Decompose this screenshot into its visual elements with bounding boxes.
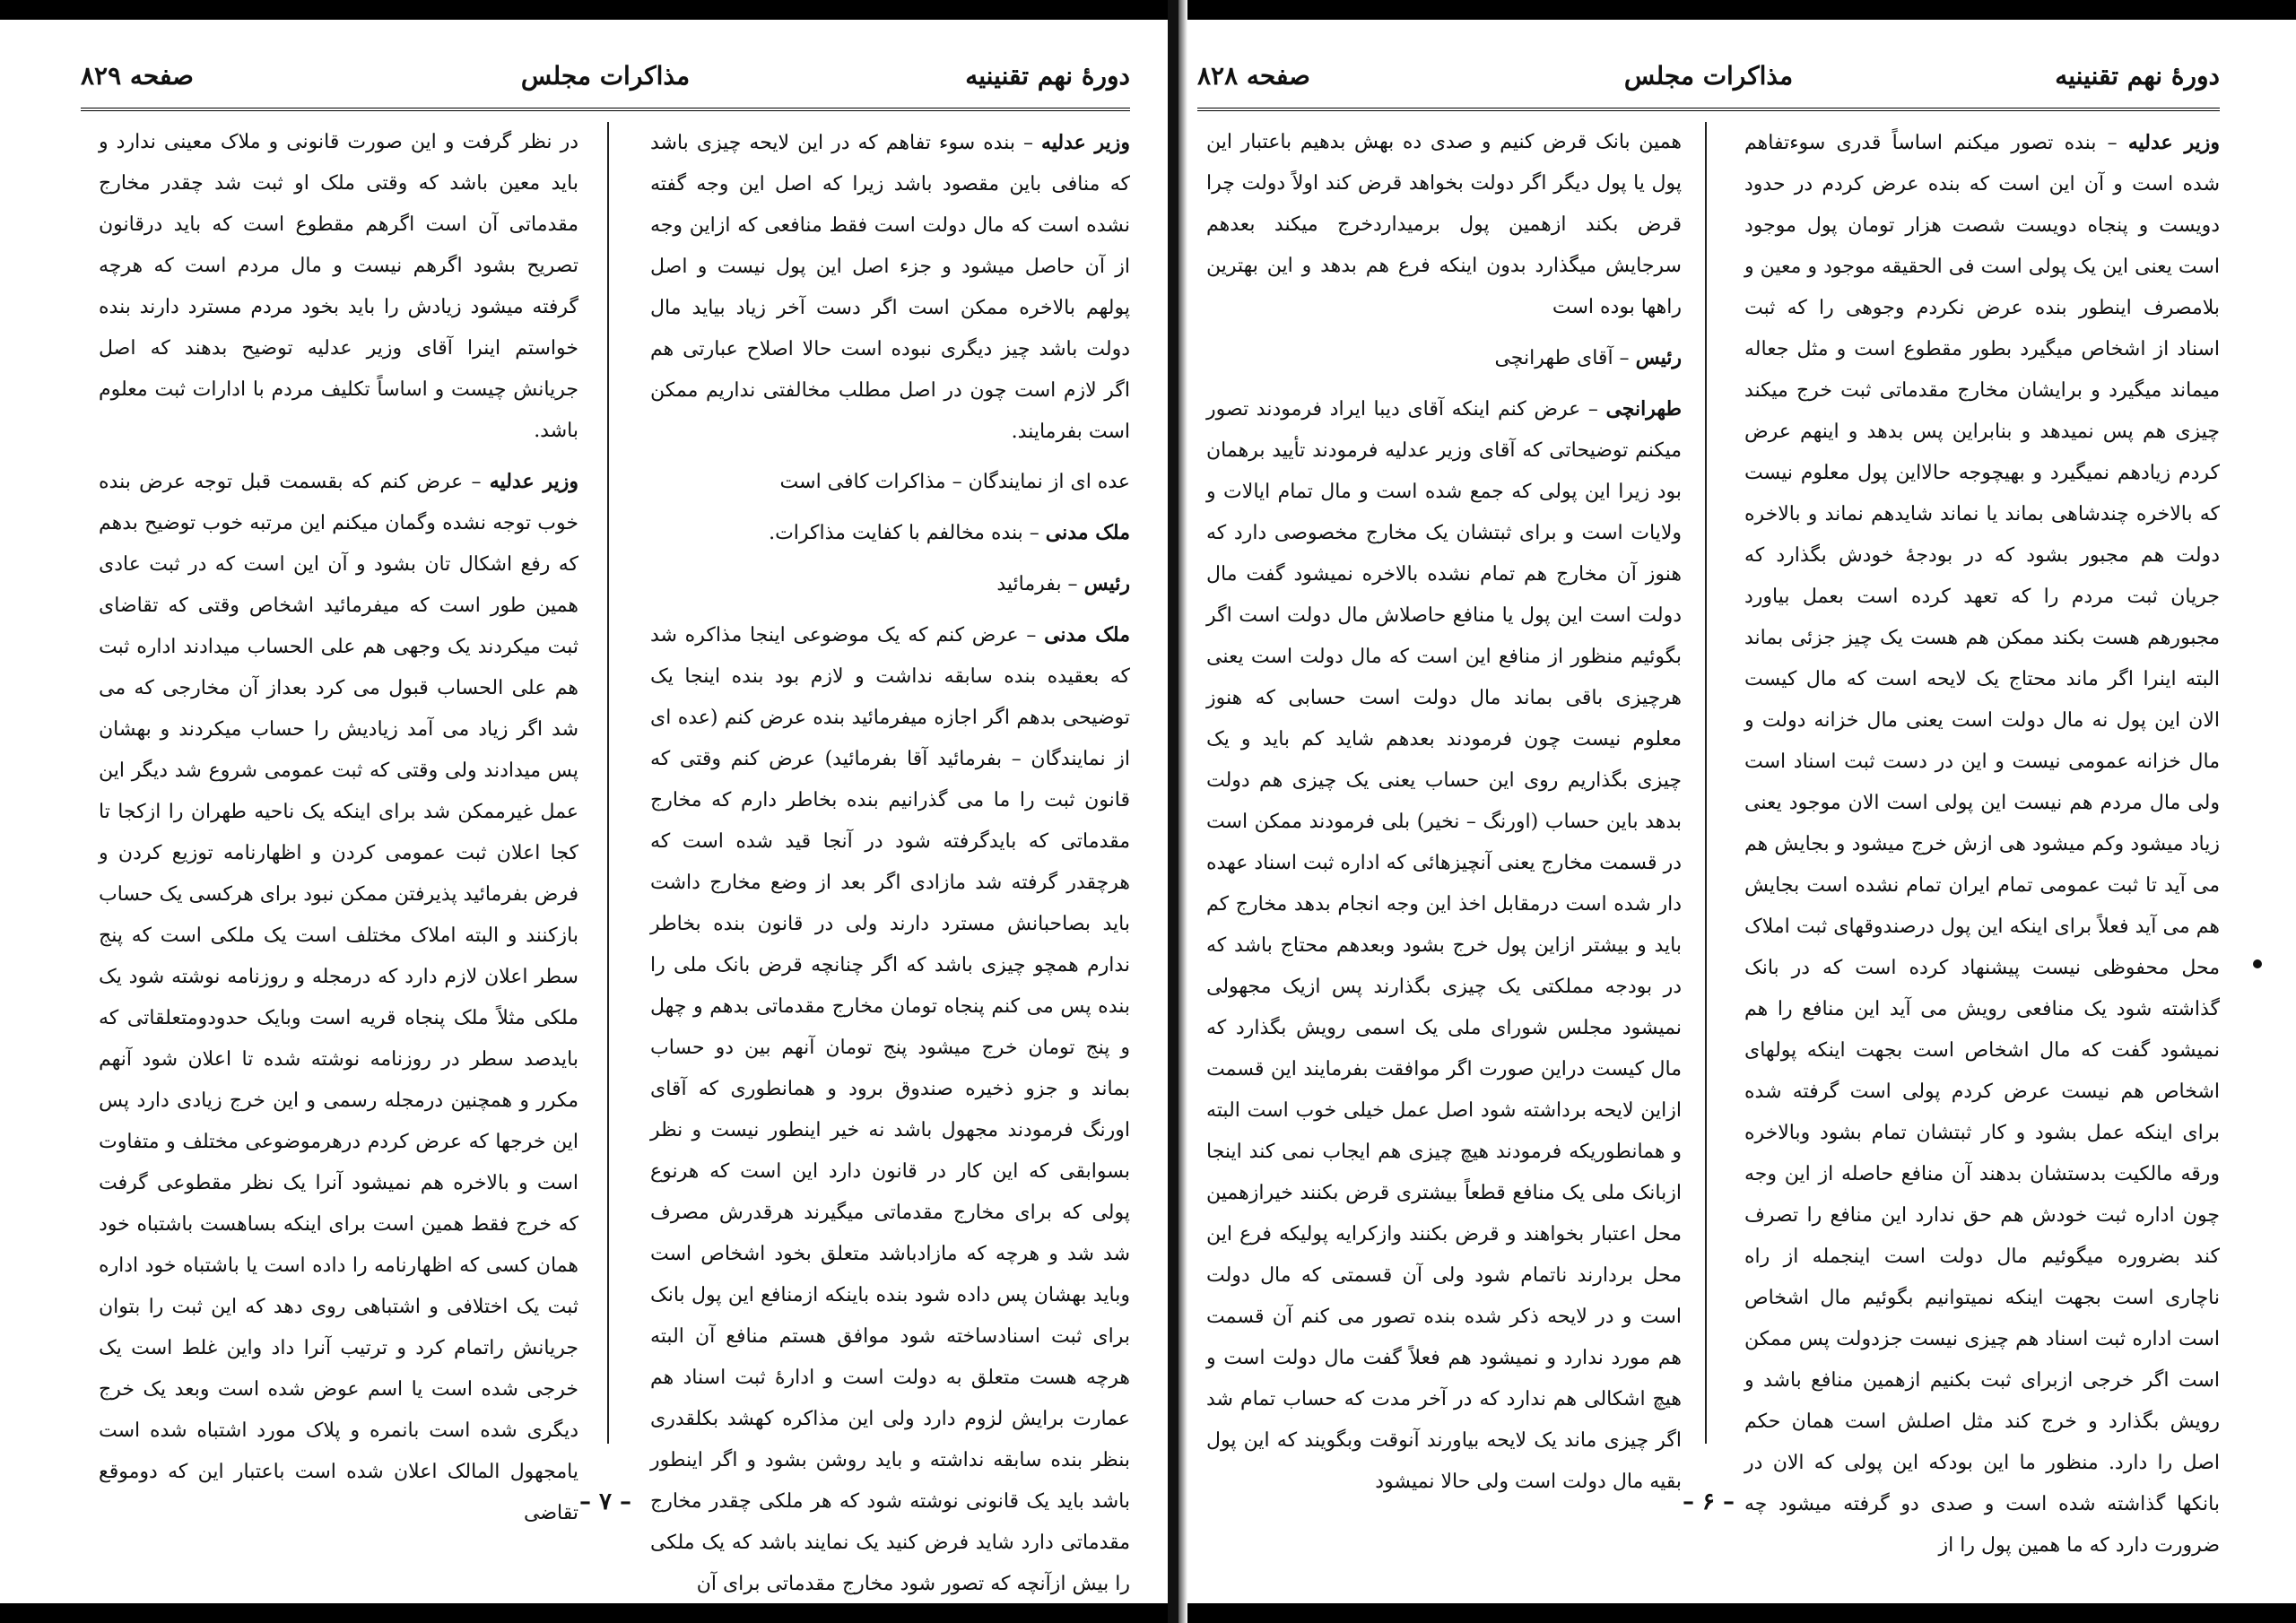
speaker-name: رئیس — [1635, 346, 1682, 369]
paragraph-text: عده ای از نمایندگان – مذاکرات کافی است — [779, 471, 1130, 493]
column-divider — [1705, 122, 1707, 1444]
scan-bottom-border — [0, 1603, 2296, 1623]
text-column-left — [99, 122, 579, 1524]
paragraph-text: بنده تصور میکنم اساساً قدری سوءتفاهم شده است و آن این است که بنده عرض کردم در حدود دویست و پنجاه دویست شصت هزار تومان پول موجود است یعنی این یک پولی است فی الحقیقه موجود و معین و بلامصرف اینطور بنده عرض نکردم وجوهی را که ثبت اسناد از اشخاص میگیرد بطور مقطوع است و مثل جعاله میماند میگیرد و برایشان مخارج مقدماتی ثبت خرج میکند چیزی هم پس نمیدهد و بنابراین پس بدهد و اینهم عرض کردم زیادهم نمیگیرد و بهیچوجه حالااین پول معلوم نیست که بالاخره چندشاهی بماند یا نماند شایدهم نماند و بالاخره دولت هم مجبور بشود که در بودجهٔ خودش بگذارد که جریان ثبت مردم را که تعهد کرده است بعمل بیاورد مجبورهم هست بکند ممکن هم هست یک چیز جزئی بماند البته اینرا اگر ماند محتاج یک لایحه است که مال کیست الان این پول نه مال دولت است یعنی مال خزانه دولت و مال خزانه عمومی نیست و این در دست ثبت اسناد است ولی مال مردم هم نیست این پولی است الان موجود یعنی زیاد میشود وکم میشود هی ازش خرج میشود و بجایش هم می آید تا ثبت عمومی تمام ایران تمام نشده است بجایش هم می آید فعلاً برای اینکه این پول درصندوقهای ثبت املاک محل محفوظی نیست پیشنهاد کرده است که در بانک گذاشته شود یک منافعی رویش می آید این منافع را هم نمیشود گفت که مال اشخاص است بجهت اینکه پولهای اشخاص هم نیست عرض کردم پولی است گرفته شده برای اینکه عمل بشود و کار ثبتشان تمام بشود وبالاخره ورقه مالکیت بدستشان بدهند آن منافع حاصله از این وجه چون اداره ثبت خودش هم حق ندارد این منافع را تصرف کند بضروره میگوئیم مال دولت است اینجمله از راه ناچاری است بجهت اینکه نمیتوانیم بگوئیم مال اشخاص است اداره ثبت اسناد هم چیزی نیست جزدولت پس ممکن است اگر خرجی ازبرای ثبت بکنیم ازهمین منافع باشد و رویش بگذارد و خرج کند مثل اصلش است همان حکم اصل را دارد. منظور ما این بودکه این پولی که الان در بانکها گذاشته شده است و صدی دو گرفته میشود چه ضرورت دارد که ما همین پول را از — [1744, 132, 2220, 1557]
paragraph-text: عرض کنم اینکه آقای دیبا ایراد فرمودند تصور میکنم توضیحاتی که آقای وزیر عدلیه فرمودند تأیید برهمان بود زیرا این پولی که جمع شده است و مال تمام ایالات و ولایات است و برای ثبتشان یک مخارج مخصوصی دارد که هنوز آن مخارج هم تمام نشده بالاخره نمیشود گفت مال دولت است این پول یا منافع حاصلاش مال دولت است اگر بگوئیم منظور از منافع این است که مال دولت است یعنی هرچیزی باقی بماند مال دولت است حسابی که هنوز معلوم نیست چون فرمودند بعدهم شاید کم باید و یک چیزی بگذاریم روی این حساب یعنی یک چیزی هم دولت بدهد باین حساب (اورنگ – نخیر) بلی فرمودند ممکن است در قسمت مخارج یعنی آنچیزهائی که اداره ثبت اسناد عهده دار شده است درمقابل اخذ این وجه انجام بدهد مخارج کم باید و بیشتر ازاین پول خرج بشود وبعدهم محتاج باشد که در بودجه مملکتی یک چیزی بگذارند پس ازیک مجهولی نمیشود مجلس شورای ملی یک اسمی رویش بگذارد که مال کیست دراین صورت اگر موافقت بفرمایند این قسمت ازاین لایحه برداشته شود اصل عمل خیلی خوب است البته و همانطوریکه فرمودند هیچ چیزی هم ایجاب نمی کند اینجا ازبانک ملی یک منافع قطعاً بیشتری قرض بکنند خیرازهمین محل اعتبار بخواهند و قرض بکنند وازکرایه پولیکه فرع این محل بردارند ناتمام شود ولی آن قسمتی که مال دولت است و در لایحه ذکر شده بنده تصور می کنم آن قسمت هم مورد ندارد و نمیشود هم فعلاً گفت مال دولت است و هیچ اشکالی هم ندارد که در آخر مدت که حساب تمام شد اگر چیزی ماند یک لایحه بیاورند آنوقت وبگویند که این پول بقیه مال دولت است ولی حالا نمیشود — [1206, 398, 1683, 1493]
speaker-name: ملک مدنی — [1045, 521, 1130, 544]
text-column-right — [1744, 122, 2220, 1557]
speech-paragraph — [650, 614, 1130, 1605]
paragraph-text: همین بانک قرض کنیم و صدی ده بهش بدهیم باعتبار این پول یا پول دیگر اگر دولت بخواهد قرض کند اولاً دولت چرا قرض بکند ازهمین پول برمیداردخرج میکند بعدهم سرجایش میگذارد بدون اینکه فرع هم بدهد و این بهترین راهها بوده است — [1206, 131, 1682, 318]
paragraph-text: بفرمائید — [996, 573, 1062, 595]
gutter-shadow — [1178, 0, 1187, 1623]
speech-paragraph — [1206, 337, 1682, 379]
speaker-name: وزیر عدلیه — [1040, 131, 1130, 154]
header-page-label: صفحه ۸۲۹ — [81, 61, 194, 91]
speech-paragraph — [650, 512, 1130, 554]
left-page — [81, 36, 1130, 1595]
header-session: دورهٔ نهم تقنینیه — [965, 61, 1130, 91]
speaker-separator: – — [1613, 347, 1636, 369]
paragraph-text: در نظر گرفت و این صورت قانونی و ملاک معینی ندارد و باید معین باشد که وقتی ملک او ثبت شد چقدر مخارج مقدماتی آن است اگرهم مقطوع است که باید درقانون تصریح بشود اگرهم نیست و مال مردم است که هرچه گرفته میشود زیادش را باید بخود مردم مسترد دارند بنده خواستم اینرا آقای وزیر عدلیه توضیح بدهند که اصل جریانش چیست و اساساً تکلیف مردم با ادارات ثبت معلوم باشد. — [99, 131, 578, 442]
running-header — [1197, 54, 2220, 111]
speaker-separator: – — [1014, 132, 1041, 154]
page-number: – ۶ – — [1682, 1488, 1735, 1515]
speaker-separator: – — [463, 471, 490, 493]
page-number: – ۷ – — [578, 1488, 632, 1515]
paragraph — [650, 462, 1130, 503]
text-column-left — [1206, 122, 1683, 1493]
speaker-name: وزیر عدلیه — [489, 470, 579, 493]
speaker-separator: – — [1580, 398, 1606, 421]
header-page-label: صفحه ۸۲۸ — [1197, 61, 1310, 91]
paragraph-text: عرض کنم که بقسمت قبل توجه عرض بنده خوب توجه نشده وگمان میکنم این مرتبه خوب توضیح بدهم که رفع اشکال تان بشود و آن این است که در ثبت عادی همین طور است که میفرمائید اشخاص وقتی که تقاضای ثبت میکردند یک وجهی هم علی الحساب میدادند اداره ثبت هم علی الحساب قبول می کرد بعداز آن مخارجی که می شد اگر زیاد می آمد زیادیش را حساب میکردند و بهشان پس میدادند ولی وقتی که ثبت عمومی شروع شد دیگر این عمل غیرممکن شد برای اینکه یک ناحیه طهران را ازکجا تا کجا اعلان ثبت عمومی کردن و اظهارنامه توزیع کردن و فرض بفرمائید پذیرفتن ممکن نبود برای هرکسی یک حساب بازکنند و البته املاک مختلف است یک ملکی است که پنج سطر اعلان لازم دارد که درمجله و روزنامه نوشته شود یک ملکی مثلاً ملک پنجاه قریه است وبایک حدودومتعلقاتی که بایدصد سطر در روزنامه نوشته شده تا اعلان شود آنهم مکرر و همچنین درمجله رسمی و این خرج زیادی دارد پس این خرجها که عرض کردم درهرموضوعی مختلف و متفاوت است و بالاخره هم نمیشود آنرا یک نظر مقطوعی گرفت که خرج فقط همین است برای اینکه بساهست باشتباه خود همان کسی که اظهارنامه را داده است یا باشتباه خود اداره ثبت یک اختلافی و اشتباهی روی دهد که این ثبت را بتوان جریانش راتمام کرد و ترتیب آنرا داد واین غلط است یک خرجی شده است یا اسم عوض شده است وبعد یک خرج دیگری شده است بانمره و پلاک مورد اشتباه شده است یامجهول المالک اعلان شده است باعتبار این که دوموقع تقاضی — [99, 471, 578, 1524]
speaker-separator: – — [1018, 624, 1045, 647]
right-page — [1197, 36, 2220, 1578]
speaker-separator: – — [1061, 573, 1084, 595]
speech-paragraph — [650, 563, 1130, 605]
paragraph-text: بنده مخالفم با کفایت مذاکرات. — [769, 522, 1023, 544]
speech-paragraph — [1206, 388, 1682, 1503]
header-title: مذاکرات مجلس — [1623, 61, 1794, 91]
column-divider — [607, 122, 609, 1444]
scan-top-border — [0, 0, 2296, 20]
paragraph — [1206, 122, 1682, 328]
paragraph — [99, 122, 578, 452]
paragraph-text: بنده سوء تفاهم که در این لایحه چیزی باشد که منافی باین مقصود باشد زیرا که اصل این وجه گفته نشده است که مال دولت است فقط منافعی که ازاین وجه از آن حاصل میشود و جزء اصل این پول نیست و اصل پولهم بالاخره ممکن است اگر دست آخر زیاد بیاید مال دولت باشد چیز دیگری نبوده است حالا اصلاح عبارتی هم اگر لازم است چون در اصل مطلب مخالفتی نداریم ممکن است بفرمایند. — [650, 132, 1130, 443]
header-title: مذاکرات مجلس — [520, 61, 691, 91]
scan-speck — [2253, 959, 2262, 968]
speaker-separator: – — [1022, 522, 1046, 544]
running-header — [81, 54, 1130, 111]
header-session: دورهٔ نهم تقنینیه — [2055, 61, 2220, 91]
speaker-name: طهرانچی — [1605, 397, 1682, 421]
paragraph-text: آقای طهرانچی — [1494, 347, 1613, 369]
paragraph-text: عرض کنم که یک موضوعی اینجا مذاکره شد که بعقیده بنده سابقه نداشت و لازم بود بنده اینجا یک توضیحی بدهم اگر اجازه میفرمائید بنده عرض کنم (عده ای از نمایندگان – بفرمائید آقا بفرمائید) عرض کنم وقتی که قانون ثبت را ما می گذرانیم بنده بخاطر دارم که مخارج مقدماتی که بایدگرفته شود در آنجا قید شده است که هرچقدر گرفته شد مازادی اگر بعد از وضع مخارج داشت باید بصاحبانش مسترد دارند ولی در قانون بنده بخاطر ندارم همچو چیزی باشد که اگر چنانچه قرض بانک ملی را بنده پس می کنم پنجاه تومان مخارج مقدماتی بدهم و چهل و پنج تومان خرج میشود پنج تومان آنهم بین دو حساب بماند و جزو ذخیره صندوق برود و همانطوری که آقای اورنگ فرمودند مجهول باشد نه خیر اینطور نیست و نظر بسوابقی که این کار در قانون دارد این است که هرنوع پولی که برای مخارج مقدماتی میگیرند هرقدرش مصرف شد شد و هرچه که مازادباشد متعلق بخود اشخاص است وباید بهشان پس داده شود بنده باینکه ازمنافع این پول بانک برای ثبت اسنادساخته شود موافق هستم منافع آن البته هرچه هست متعلق به دولت است و ادارهٔ ثبت اسناد هم عمارت برایش لزوم دارد ولی این مذاکره کهشد بکلقدری بنظر بنده سابقه نداشته و باید روشن بشود و اگر اینطور باشد باید یک قانونی نوشته شود که هر ملکی چقدر مخارج مقدماتی دارد شاید فرض کنید یک نمایند باشد که یک ملکی را بیش ازآنچه که تصور شود مخارج مقدماتی برای آن — [650, 624, 1130, 1595]
speaker-name: ملک مدنی — [1044, 623, 1130, 647]
speaker-separator: – — [2096, 132, 2128, 154]
speaker-name: رئیس — [1083, 572, 1130, 595]
speech-paragraph — [650, 122, 1130, 453]
speech-paragraph — [99, 461, 578, 1534]
book-gutter — [1168, 0, 1178, 1623]
text-column-right — [650, 122, 1130, 1595]
speech-paragraph — [1744, 122, 2220, 1567]
speaker-name: وزیر عدلیه — [2127, 131, 2220, 154]
